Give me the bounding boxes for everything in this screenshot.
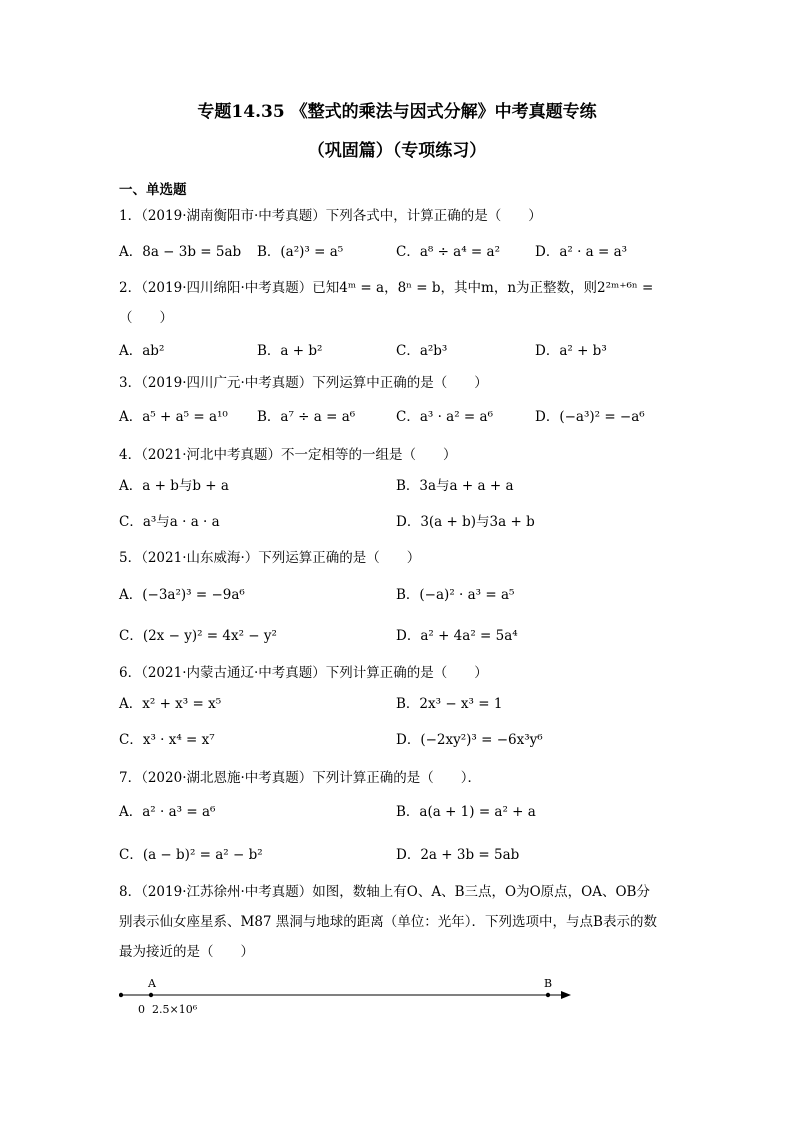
question-4-stem: 4．（2021·河北中考真题）不一定相等的一组是（ ） xyxy=(119,447,457,463)
question-2-option-a: A．ab² xyxy=(119,343,165,359)
question-5-option-d: D．a² + 4a² = 5a⁴ xyxy=(396,628,518,644)
question-1-option-a: A．8a − 3b = 5ab xyxy=(119,244,242,260)
question-6-stem: 6．（2021·内蒙古通辽·中考真题）下列计算正确的是（ ） xyxy=(119,665,488,681)
question-1-stem: 1．（2019·湖南衡阳市·中考真题）下列各式中，计算正确的是（ ） xyxy=(119,208,542,224)
question-7-option-b: B．a(a + 1) = a² + a xyxy=(396,804,536,820)
question-6-option-d: D．(−2xy²)³ = −6x³y⁶ xyxy=(396,732,543,748)
question-6-option-c: C．x³ · x⁴ = x⁷ xyxy=(119,732,215,748)
label-a: A xyxy=(148,977,156,990)
question-7-option-d: D．2a + 3b = 5ab xyxy=(396,847,520,863)
question-5-option-c: C．(2x − y)² = 4x² − y² xyxy=(119,628,277,644)
question-5-option-a: A．(−3a²)³ = −9a⁶ xyxy=(119,587,245,603)
point-o xyxy=(119,993,123,997)
question-6-option-b: B．2x³ − x³ = 1 xyxy=(396,696,503,712)
question-2-stem-continued: （ ） xyxy=(119,310,173,326)
question-2-option-c: C．a²b³ xyxy=(396,343,448,359)
question-1-option-b: B．(a²)³ = a⁵ xyxy=(257,244,344,260)
number-line-figure xyxy=(119,975,579,1020)
question-4-option-d: D．3(a + b)与3a + b xyxy=(396,514,535,530)
question-8-stem-line-2: 别表示仙女座星系、M87 黑洞与地球的距离（单位：光年）．下列选项中，与点B表示的数 xyxy=(119,914,657,930)
label-origin: 0 xyxy=(138,1003,145,1016)
question-5-option-b: B．(−a)² · a³ = a⁵ xyxy=(396,587,515,603)
point-a xyxy=(149,993,153,997)
question-3-stem: 3．（2019·四川广元·中考真题）下列运算中正确的是（ ） xyxy=(119,375,488,391)
question-2-stem: 2．（2019·四川绵阳·中考真题）已知4ᵐ = a，8ⁿ = b，其中m，n为正整数，则2²ᵐ⁺⁶ⁿ = xyxy=(119,280,654,296)
question-5-stem: 5．（2021·山东威海·）下列运算正确的是（ ） xyxy=(119,550,421,566)
question-2-option-d: D．a² + b³ xyxy=(535,343,607,359)
section-heading: 一、单选题 xyxy=(119,182,187,198)
number-line-arrow-icon xyxy=(561,991,571,999)
question-3-option-c: C．a³ · a² = a⁶ xyxy=(396,409,493,425)
question-4-option-a: A．a + b与b + a xyxy=(119,478,229,494)
question-3-option-a: A．a⁵ + a⁵ = a¹⁰ xyxy=(119,409,228,425)
question-3-option-b: B．a⁷ ÷ a = a⁶ xyxy=(257,409,356,425)
question-1-option-d: D．a² · a = a³ xyxy=(535,244,628,260)
question-2-option-b: B．a + b² xyxy=(257,343,323,359)
question-8-stem-line-1: 8．（2019·江苏徐州·中考真题）如图，数轴上有O、A、B三点，O为O原点，OA、OB分 xyxy=(119,884,650,900)
question-7-option-a: A．a² · a³ = a⁶ xyxy=(119,804,216,820)
label-a-value: 2.5×10⁶ xyxy=(152,1003,198,1016)
question-7-stem: 7．（2020·湖北恩施·中考真题）下列计算正确的是（ ）． xyxy=(119,770,482,786)
point-b xyxy=(546,993,550,997)
question-3-option-d: D．(−a³)² = −a⁶ xyxy=(535,409,645,425)
question-4-option-b: B．3a与a + a + a xyxy=(396,478,514,494)
document-subtitle: （巩固篇）（专项练习） xyxy=(307,141,487,161)
label-b: B xyxy=(544,977,553,990)
question-7-option-c: C．(a − b)² = a² − b² xyxy=(119,847,263,863)
question-4-option-c: C．a³与a · a · a xyxy=(119,514,220,530)
question-8-stem-line-3: 最为接近的是（ ） xyxy=(119,944,254,960)
question-6-option-a: A．x² + x³ = x⁵ xyxy=(119,696,222,712)
document-title: 专题14.35 《整式的乘法与因式分解》中考真题专练 xyxy=(197,102,597,122)
question-1-option-c: C．a⁸ ÷ a⁴ = a² xyxy=(396,244,500,260)
